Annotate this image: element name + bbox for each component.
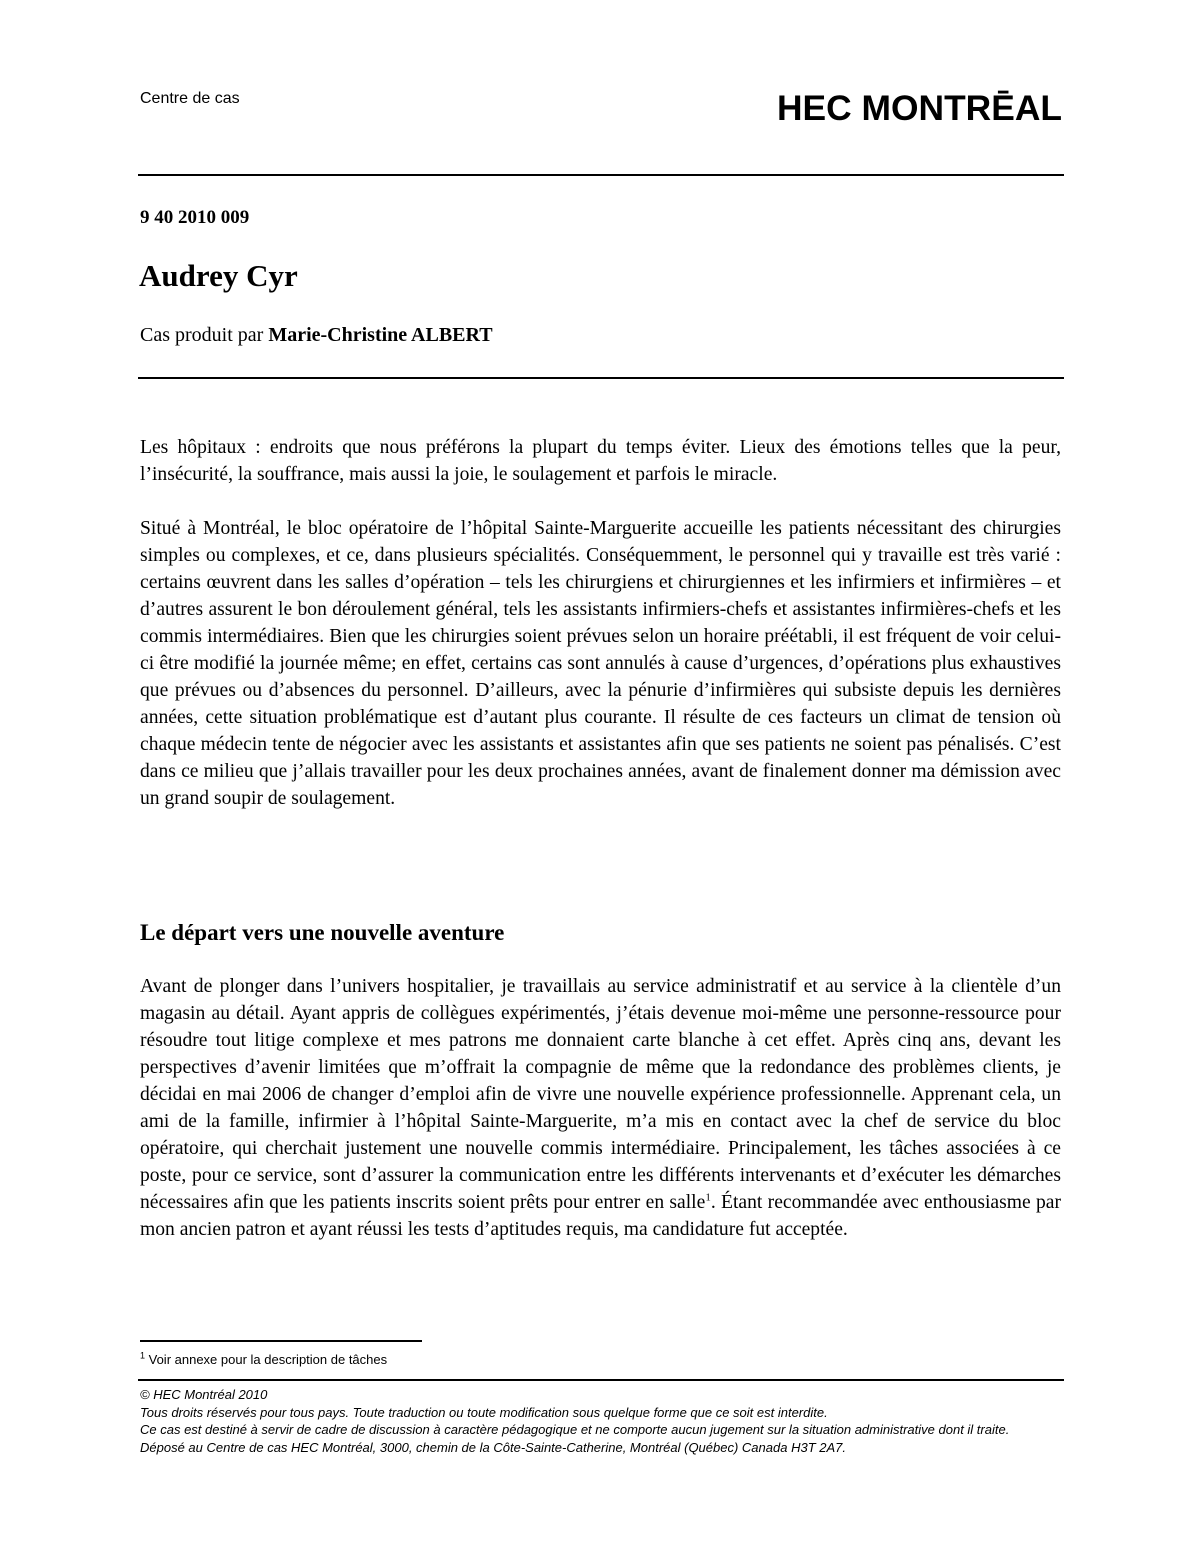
- footnote-reference: 1: [705, 1191, 711, 1204]
- footnote-marker: 1: [140, 1350, 146, 1361]
- paragraph-departure-main: Avant de plonger dans l’univers hospitalier, je travaillais au service administratif et au service à la clientèle d’un magasin au détail. Ayant appris de collègues expérimentés, j’étais devenue moi-même une personne-ressource pour résoudre tout litige complexe et mes patrons me donnaient carte blanche à cet effet. Après cinq ans, devant les perspectives d’avenir limitées que m’offrait la compagnie de même que la redondance des problèmes clients, je décidai en mai 2006 de changer d’emploi afin de vivre une nouvelle expérience professionnelle. Apprenant cela, un ami de la famille, infirmier à l’hôpital Sainte-Marguerite, m’a mis en contact avec la chef de service du bloc opératoire, qui cherchait justement une nouvelle commis intermédiaire. Principalement, les tâches associées à ce poste, pour ce service, sont d’assurer la communication entre les différents intervenants et d’exécuter les démarches nécessaires afin que les patients inscrits soient prêts pour entrer en salle: [140, 976, 1061, 1213]
- title-divider: [138, 377, 1064, 379]
- paragraph-context: Situé à Montréal, le bloc opératoire de l’hôpital Sainte-Marguerite accueille les patients nécessitant des chirurgies simples ou complexes, et ce, dans plusieurs spécialités. Conséquemment, le personnel qui y travaille est très varié : certains œuvrent dans les salles d’opération – tels les chirurgiens et chirurgiennes et les infirmiers et infirmières – et d’autres assurent le bon déroulement général, tels les assistants infirmiers-chefs et assistantes infirmières-chefs et les commis intermédiaires. Bien que les chirurgies soient prévues selon un horaire préétabli, il est fréquent de voir celui-ci être modifié la journée même; en effet, certains cas sont annulés à cause d’urgences, d’opérations plus exhaustives que prévues ou d’absences du personnel. D’ailleurs, avec la pénurie d’infirmières qui subsiste depuis les dernières années, cette situation problématique est d’autant plus courante. Il résulte de ces facteurs un climat de tension où chaque médecin tente de négocier avec les assistants et assistantes afin que ses patients ne soient pas pénalisés. C’est dans ce milieu que j’allais travailler pour les deux prochaines années, avant de finalement donner ma démission avec un grand soupir de soulagement.: [140, 518, 1061, 809]
- deposit-line: Déposé au Centre de cas HEC Montréal, 3000, chemin de la Côte-Sainte-Catherine, Montréal (Québec) Canada H3T 2A7.: [140, 1439, 846, 1455]
- rights-line: Tous droits réservés pour tous pays. Toute traduction ou toute modification sous quelque forme que ce soit est interdite.: [140, 1404, 828, 1420]
- footnote-divider: [140, 1340, 422, 1342]
- copyright-line: © HEC Montréal 2010: [140, 1387, 268, 1402]
- case-number: 9 40 2010 009: [140, 207, 250, 228]
- footnote: [140, 1352, 387, 1367]
- case-title: Audrey Cyr: [139, 258, 298, 293]
- paragraph-intro: Les hôpitaux : endroits que nous préférons la plupart du temps éviter. Lieux des émotions telles que la peur, l’insécurité, la souffrance, mais aussi la joie, le soulagement et parfois le miracle.: [140, 437, 1061, 485]
- legal-divider: [138, 1379, 1064, 1381]
- case-author: Marie-Christine ALBERT: [268, 324, 493, 346]
- paragraph-departure: [140, 973, 1061, 1243]
- byline-prefix: Cas produit par: [140, 324, 269, 346]
- purpose-line: Ce cas est destiné à servir de cadre de discussion à caractère pédagogique et ne comporte aucun jugement sur la situation administrative dont il traite.: [140, 1422, 1010, 1438]
- case-byline: [140, 324, 493, 347]
- legal-notice: [140, 1386, 1061, 1456]
- hec-montreal-logo: [776, 82, 1064, 132]
- header-divider: [138, 174, 1064, 176]
- logo-wordmark: HEC MONTRĒAL: [777, 89, 1062, 128]
- section-heading: Le départ vers une nouvelle aventure: [140, 920, 505, 945]
- centre-de-cas-label: Centre de cas: [140, 90, 240, 107]
- paragraph-departure-tail: . Étant recommandée avec enthousiasme par mon ancien patron et ayant réussi les tests d’aptitudes requis, ma candidature fut acceptée.: [140, 1192, 1061, 1240]
- footnote-text: Voir annexe pour la description de tâches: [145, 1352, 388, 1367]
